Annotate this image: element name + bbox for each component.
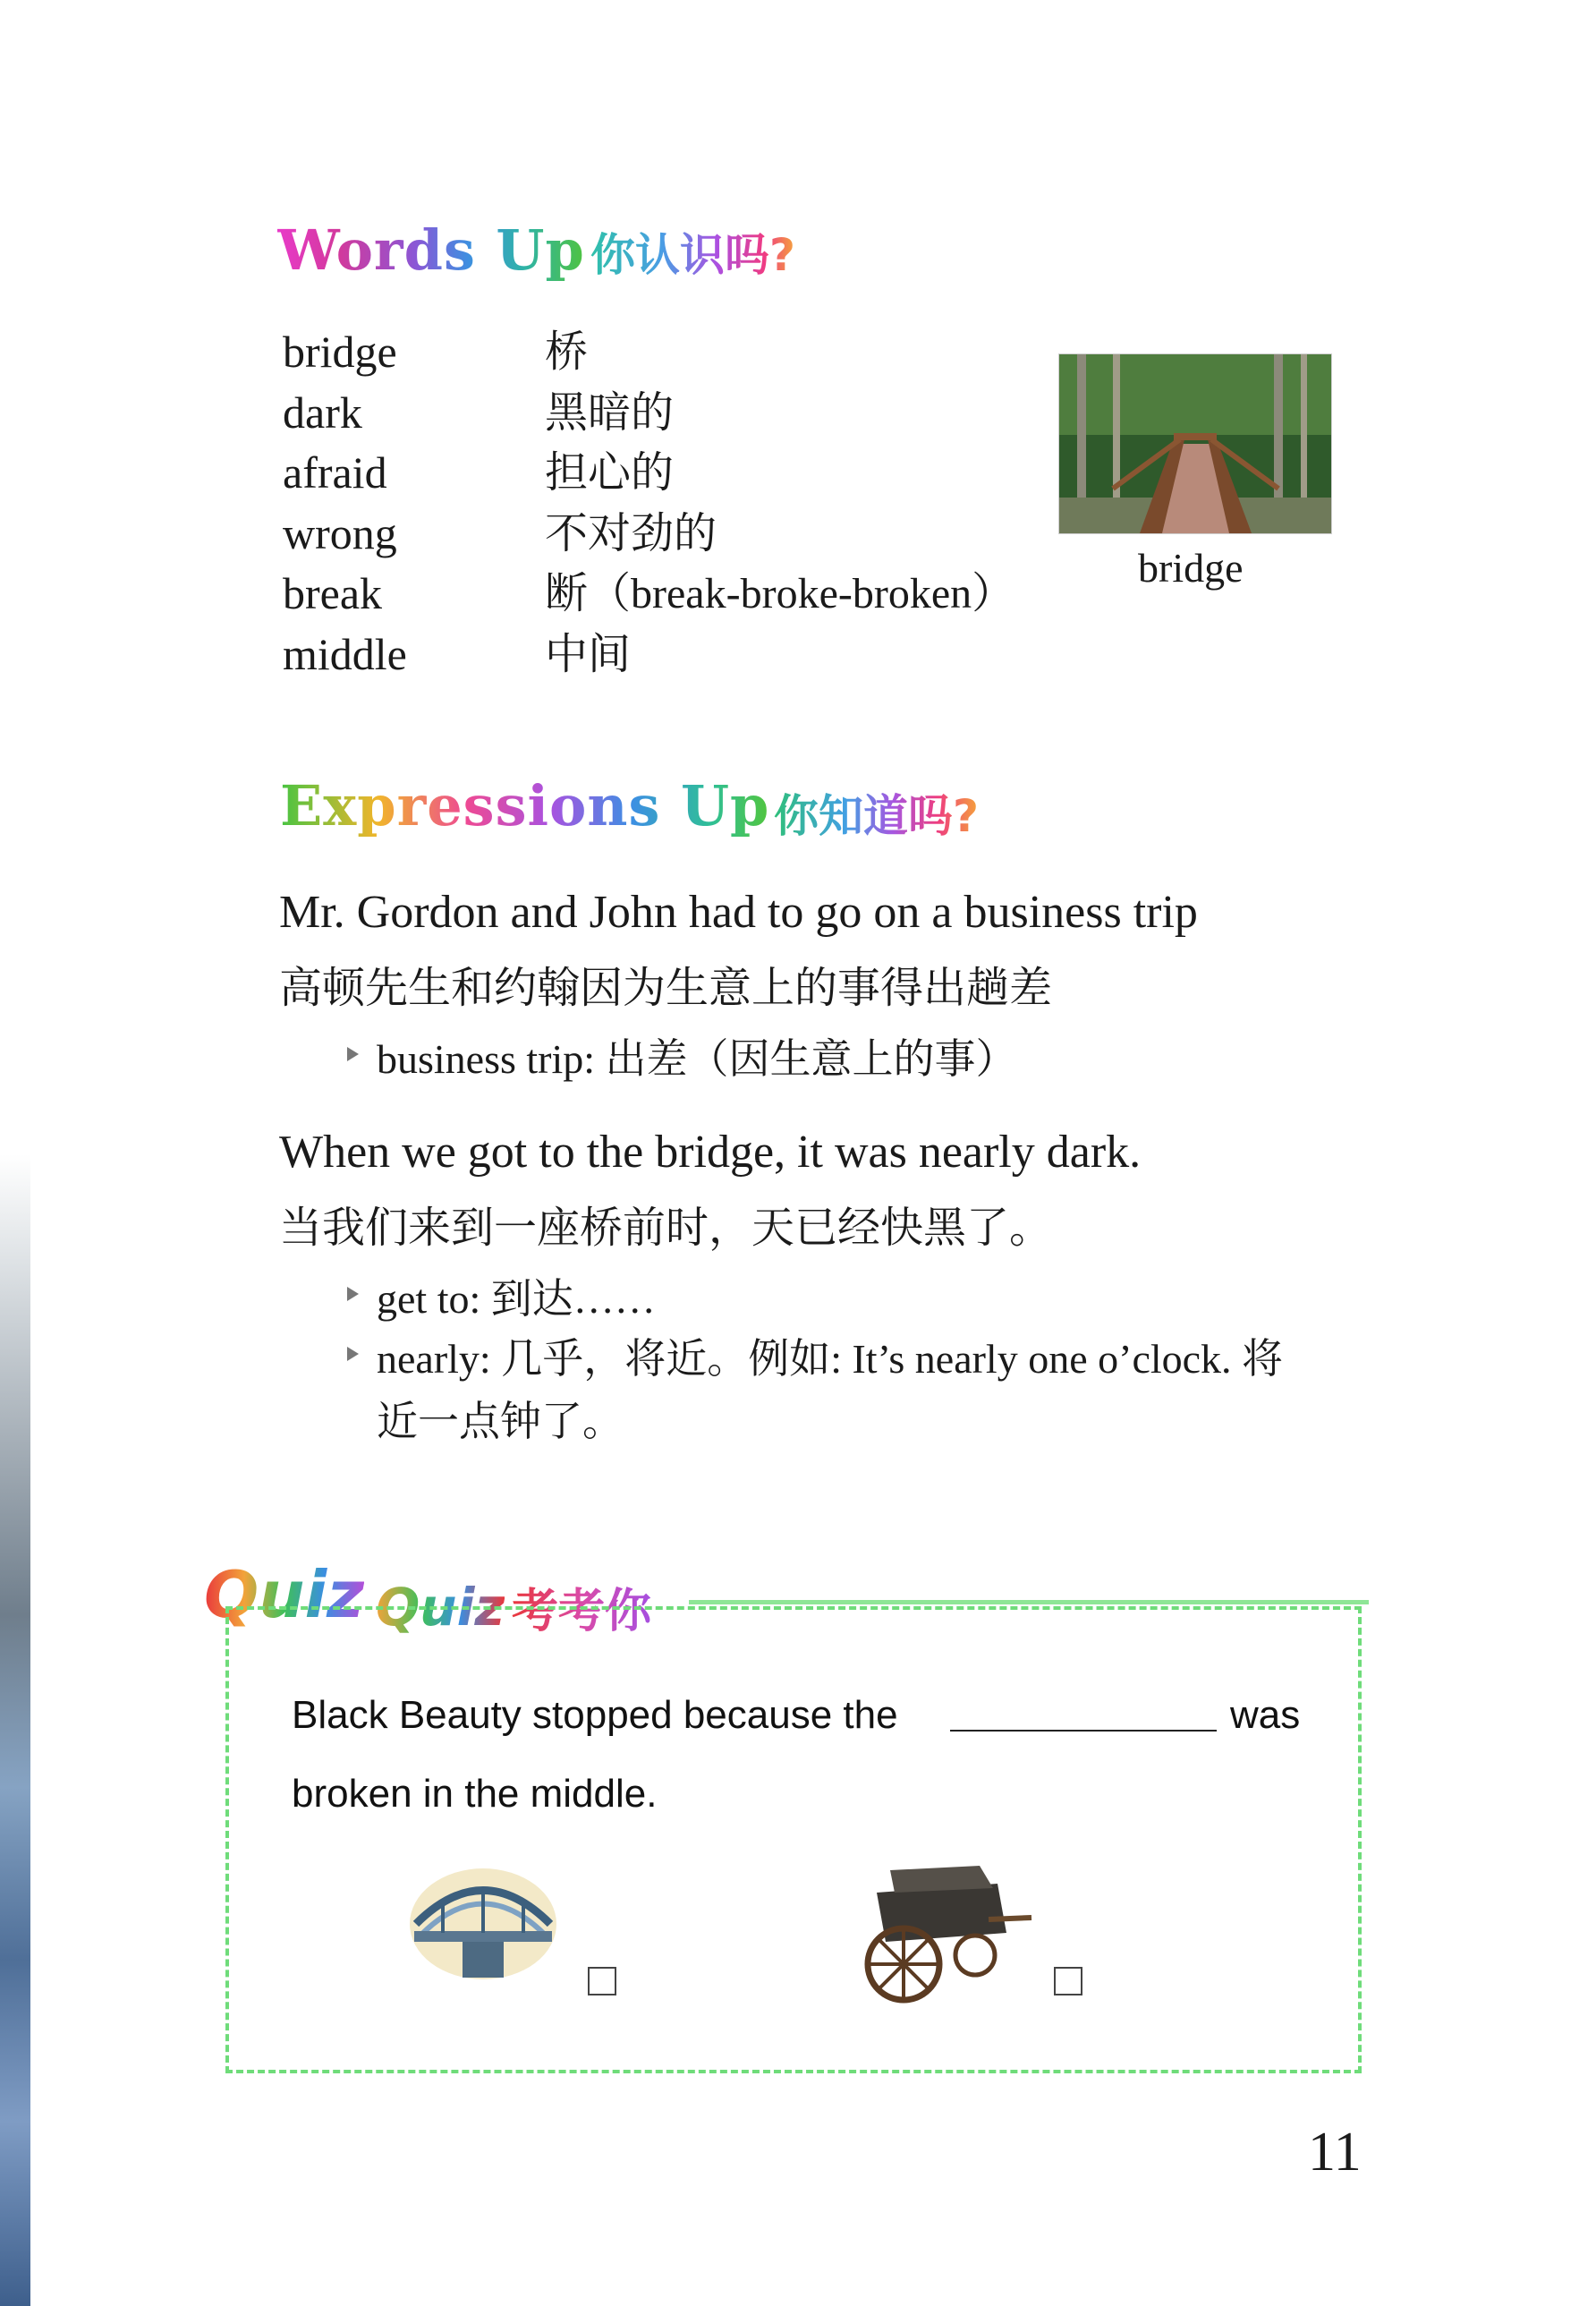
expression-translation: 当我们来到一座桥前时，天已经快黑了。 xyxy=(279,1204,1053,1252)
quiz-question-line-1: Black Beauty stopped because the xyxy=(292,1693,898,1737)
note-text: business trip: 出差（因生意上的事） xyxy=(377,1036,1017,1082)
expression-sentence: When we got to the bridge, it was nearly dark. xyxy=(279,1127,1142,1178)
photo-caption: bridge xyxy=(1138,545,1244,591)
vocab-meaning: 中间 xyxy=(545,630,632,678)
quiz-heading: Quiz xyxy=(204,1557,365,1632)
cart-icon xyxy=(854,1866,1033,2013)
vocab-meaning: 黑暗的 xyxy=(545,388,675,437)
bridge-photo xyxy=(1058,353,1332,534)
expressions-up-heading-cn: 你知道吗? xyxy=(774,780,979,845)
expression-translation: 高顿先生和约翰因为生意上的事得出趟差 xyxy=(279,965,1053,1012)
vocab-word: dark xyxy=(283,387,362,438)
expression-sentence: Mr. Gordon and John had to go on a business trip xyxy=(279,887,1198,938)
quiz-box-top-border xyxy=(689,1600,1369,1617)
page-edge-decoration xyxy=(0,1154,30,2306)
expressions-up-heading: Expressions Up xyxy=(280,773,770,838)
words-up-heading-cn: 你认识吗? xyxy=(590,219,795,284)
quiz-box xyxy=(225,1606,1362,2073)
option-cart-checkbox[interactable] xyxy=(1054,1967,1082,1995)
vocab-meaning: 不对劲的 xyxy=(545,509,717,557)
note-text: nearly: 几乎，将近。例如: It’s nearly one o’clock. 将 xyxy=(377,1336,1284,1382)
vocab-word: afraid xyxy=(283,447,387,498)
forest-bridge-illustration xyxy=(1059,354,1331,533)
option-bridge-checkbox[interactable] xyxy=(588,1967,616,1995)
words-up-heading: Words Up xyxy=(277,217,585,283)
vocab-meaning: 担心的 xyxy=(545,449,675,497)
vocab-word: middle xyxy=(283,628,407,679)
answer-blank xyxy=(950,1730,1217,1732)
note-text: get to: 到达…… xyxy=(377,1276,656,1322)
bridge-icon xyxy=(407,1861,559,1991)
page-number: 11 xyxy=(1308,2122,1362,2183)
vocab-word: break xyxy=(283,568,383,618)
quiz-question-line-2: broken in the middle. xyxy=(292,1772,658,1816)
vocab-word: bridge xyxy=(283,327,397,377)
expression-note-continuation: 近一点钟了。 xyxy=(377,1399,624,1444)
quiz-heading-second: Quiz xyxy=(376,1577,505,1638)
vocab-word: wrong xyxy=(283,507,397,558)
quiz-heading-cn: 考考你 xyxy=(512,1573,651,1640)
vocab-meaning: 桥 xyxy=(545,328,589,376)
vocab-meaning: 断（break-broke-broken） xyxy=(545,570,1015,617)
quiz-question-word: was xyxy=(1230,1693,1301,1737)
